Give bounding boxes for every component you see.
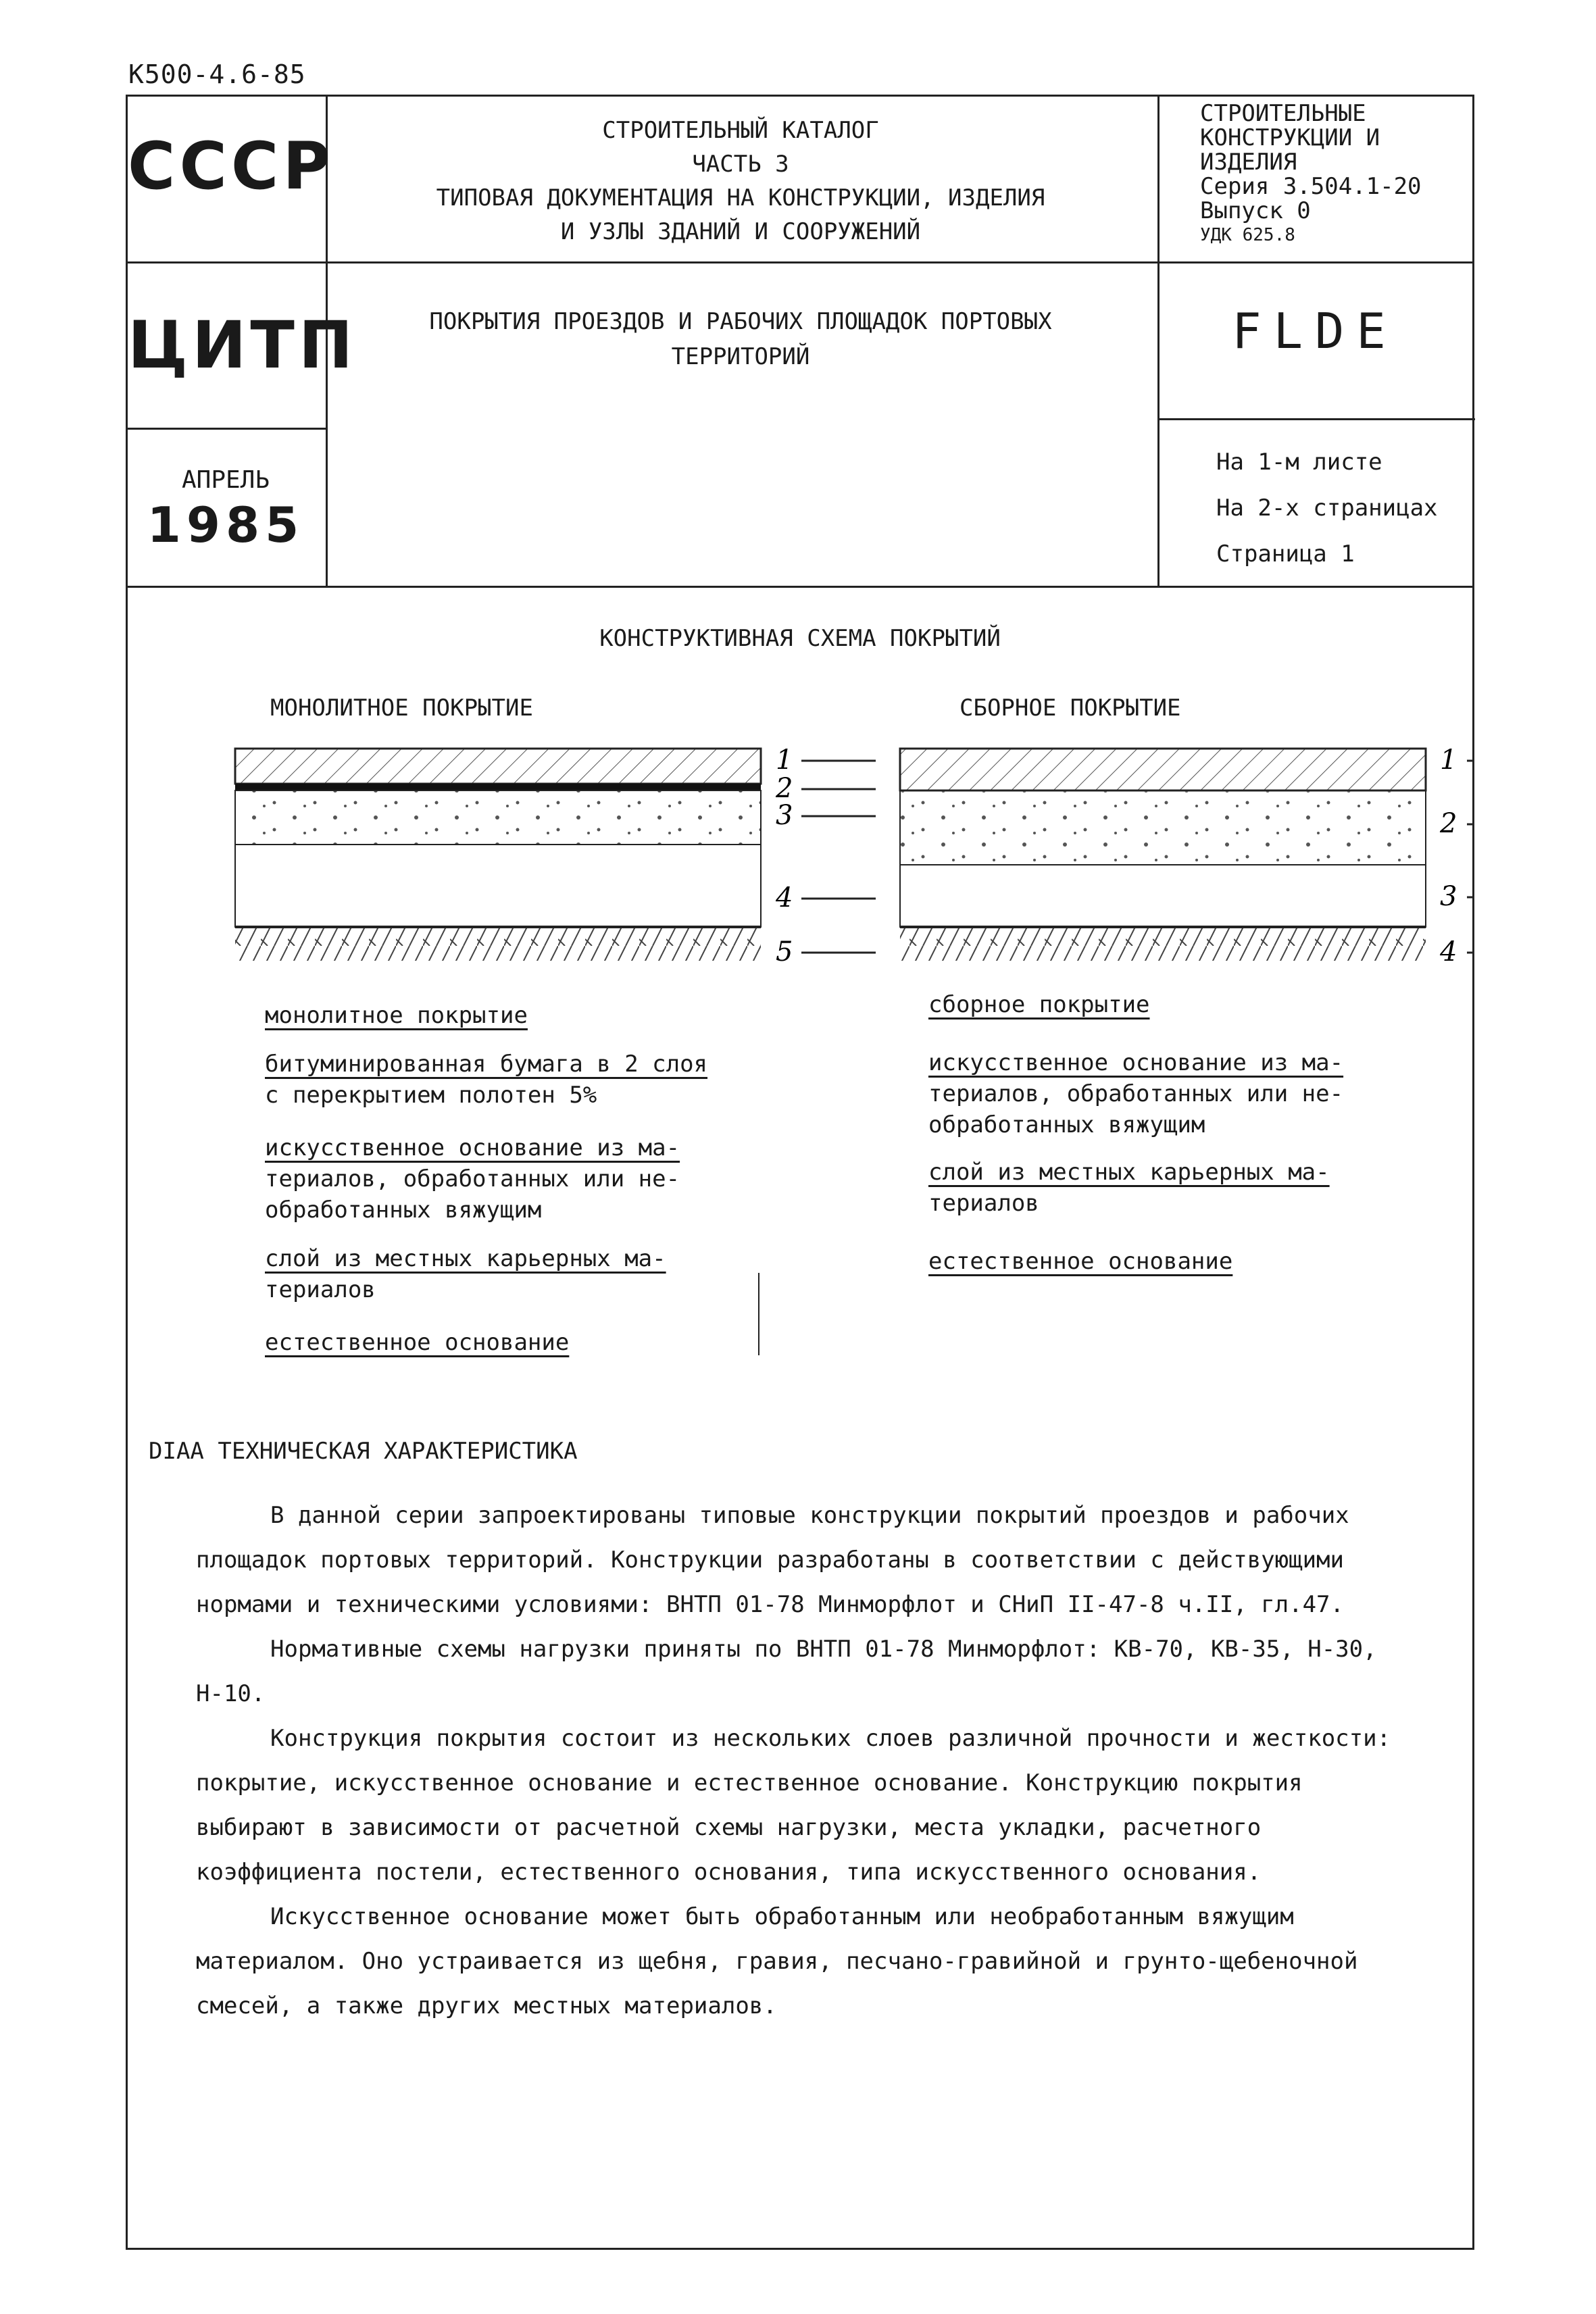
catalog-title bbox=[326, 114, 1155, 249]
catalog-line: ЧАСТЬ 3 bbox=[692, 151, 789, 178]
series-line: Выпуск 0 bbox=[1200, 197, 1311, 224]
layer-quarry-material bbox=[900, 865, 1426, 927]
left-col-line-1 bbox=[128, 261, 326, 263]
layer-artificial-base bbox=[900, 790, 1426, 865]
callout-number: 1 bbox=[776, 745, 793, 776]
layer-monolithic-cover bbox=[235, 749, 761, 784]
callout-number: 3 bbox=[776, 800, 793, 831]
legend-item: териалов, обработанных или не- bbox=[928, 1080, 1344, 1107]
header-bottom-line bbox=[128, 586, 1474, 588]
year-label: 1985 bbox=[147, 497, 305, 553]
callout-number: 4 bbox=[776, 882, 793, 913]
series-line: СТРОИТЕЛЬНЫЕ bbox=[1200, 100, 1366, 127]
callout-number: 1 bbox=[1440, 745, 1457, 776]
udk-label: УДК 625.8 bbox=[1200, 225, 1295, 245]
legend-item: монолитное покрытие bbox=[265, 1002, 528, 1029]
legend-item: слой из местных карьерных ма- bbox=[928, 1159, 1330, 1186]
layer-bitumen-paper bbox=[235, 784, 761, 790]
pavement-schema-diagram bbox=[126, 730, 1474, 980]
layer-natural-ground bbox=[900, 927, 1426, 961]
body-paragraph: Нормативные схемы нагрузки приняты по ВНТП 01-78 Минморфлот: КВ-70, КВ-35, Н-30, Н-10. bbox=[196, 1636, 1377, 1707]
schema-title: КОНСТРУКТИВНАЯ СХЕМА ПОКРЫТИЙ bbox=[599, 625, 1001, 652]
callout-number: 3 bbox=[1440, 881, 1457, 912]
monolithic-diagram bbox=[235, 745, 876, 967]
body-paragraph: Искусственное основание может быть обработанным или необработанным вяжущим материалом. Оно устраивается из щебня, гравия, песчано-гравийной и грунто-щебеночной смесей, а также других местных материалов. bbox=[196, 1903, 1358, 2019]
series-line: Серия 3.504.1-20 bbox=[1200, 173, 1422, 200]
legend-item: сборное покрытие bbox=[928, 991, 1150, 1018]
layer-quarry-material bbox=[235, 845, 761, 927]
series-line: КОНСТРУКЦИИ И bbox=[1200, 124, 1380, 151]
catalog-line: СТРОИТЕЛЬНЫЙ КАТАЛОГ bbox=[602, 117, 879, 144]
legend-item: естественное основание bbox=[265, 1329, 570, 1356]
callout-number: 2 bbox=[1440, 808, 1457, 839]
series-line: ИЗДЕЛИЯ bbox=[1200, 149, 1297, 176]
legend-item: искусственное основание из ма- bbox=[265, 1134, 680, 1161]
catalog-line: ТИПОВАЯ ДОКУМЕНТАЦИЯ НА КОНСТРУКЦИИ, ИЗДЕЛИЯ bbox=[436, 184, 1045, 211]
subject-title bbox=[326, 304, 1155, 374]
document-class-code: FLDE bbox=[1232, 303, 1398, 359]
callout-number: 2 bbox=[776, 773, 793, 804]
monolithic-title: МОНОЛИТНОЕ ПОКРЫТИЕ bbox=[270, 695, 533, 722]
body-paragraph: В данной серии запроектированы типовые конструкции покрытий проездов и рабочих площадок портовых территорий. Конструкции разработаны в соответствии с действующими нормами и техническими условиями: ВНТП 01-78 Минморфлот и СНиП II-47-8 ч.II, гл.47. bbox=[196, 1502, 1349, 1618]
month-label: АПРЕЛЬ bbox=[181, 466, 270, 494]
country-label: СССР bbox=[128, 128, 334, 204]
layer-natural-ground bbox=[235, 927, 761, 961]
org-label: ЦИТП bbox=[128, 307, 357, 383]
legend-bracket bbox=[758, 1273, 759, 1355]
series-block bbox=[1200, 101, 1470, 247]
catalog-line: И УЗЛЫ ЗДАНИЙ И СООРУЖЕНИЙ bbox=[560, 218, 921, 245]
section-heading: DIAA ТЕХНИЧЕСКАЯ ХАРАКТЕРИСТИКА bbox=[149, 1438, 578, 1465]
legend-item: искусственное основание из ма- bbox=[928, 1049, 1344, 1076]
legend-item: териалов, обработанных или не- bbox=[265, 1165, 680, 1192]
legend-item: обработанных вяжущим bbox=[928, 1111, 1205, 1138]
section-body bbox=[196, 1493, 1399, 2028]
legend-item: естественное основание bbox=[928, 1248, 1233, 1275]
legend-item: слой из местных карьерных ма- bbox=[265, 1245, 666, 1272]
legend-item: битуминированная бумага в 2 слоя bbox=[265, 1051, 708, 1078]
layer-precast-cover bbox=[900, 749, 1426, 790]
page-count: На 2-х страницах bbox=[1216, 495, 1438, 522]
callout-number: 4 bbox=[1440, 936, 1457, 967]
subject-line: ТЕРРИТОРИЙ bbox=[671, 343, 810, 370]
legend-item: с перекрытием полотен 5% bbox=[265, 1082, 597, 1109]
header-line-1 bbox=[326, 261, 1474, 263]
legend-item: териалов bbox=[928, 1190, 1039, 1217]
document-code: К500-4.6-85 bbox=[128, 59, 306, 89]
legend-item: териалов bbox=[265, 1276, 376, 1303]
page-number: Страница 1 bbox=[1216, 540, 1355, 568]
callout-number: 5 bbox=[776, 936, 793, 967]
body-paragraph: Конструкция покрытия состоит из нескольких слоев различной прочности и жесткости: покрытие, искусственное основание и естественное основание. Конструкцию покрытия выбирают в зависимости от расчетной схемы нагрузки, места укладки, расчетного коэффициента постели, естественного основания, типа искусственного основания. bbox=[196, 1725, 1391, 1886]
sheet-count: На 1-м листе bbox=[1216, 449, 1382, 476]
precast-diagram bbox=[900, 745, 1474, 967]
monolithic-legend bbox=[265, 1000, 778, 1378]
layer-artificial-base bbox=[235, 790, 761, 845]
right-col-line-2 bbox=[1157, 418, 1475, 420]
sheet-info bbox=[1216, 439, 1473, 577]
precast-legend bbox=[928, 989, 1442, 1300]
subject-line: ПОКРЫТИЯ ПРОЕЗДОВ И РАБОЧИХ ПЛОЩАДОК ПОРТОВЫХ bbox=[429, 308, 1052, 335]
precast-title: СБОРНОЕ ПОКРЫТИЕ bbox=[959, 695, 1181, 722]
legend-item: обработанных вяжущим bbox=[265, 1197, 542, 1224]
left-col-line-2 bbox=[128, 428, 326, 430]
